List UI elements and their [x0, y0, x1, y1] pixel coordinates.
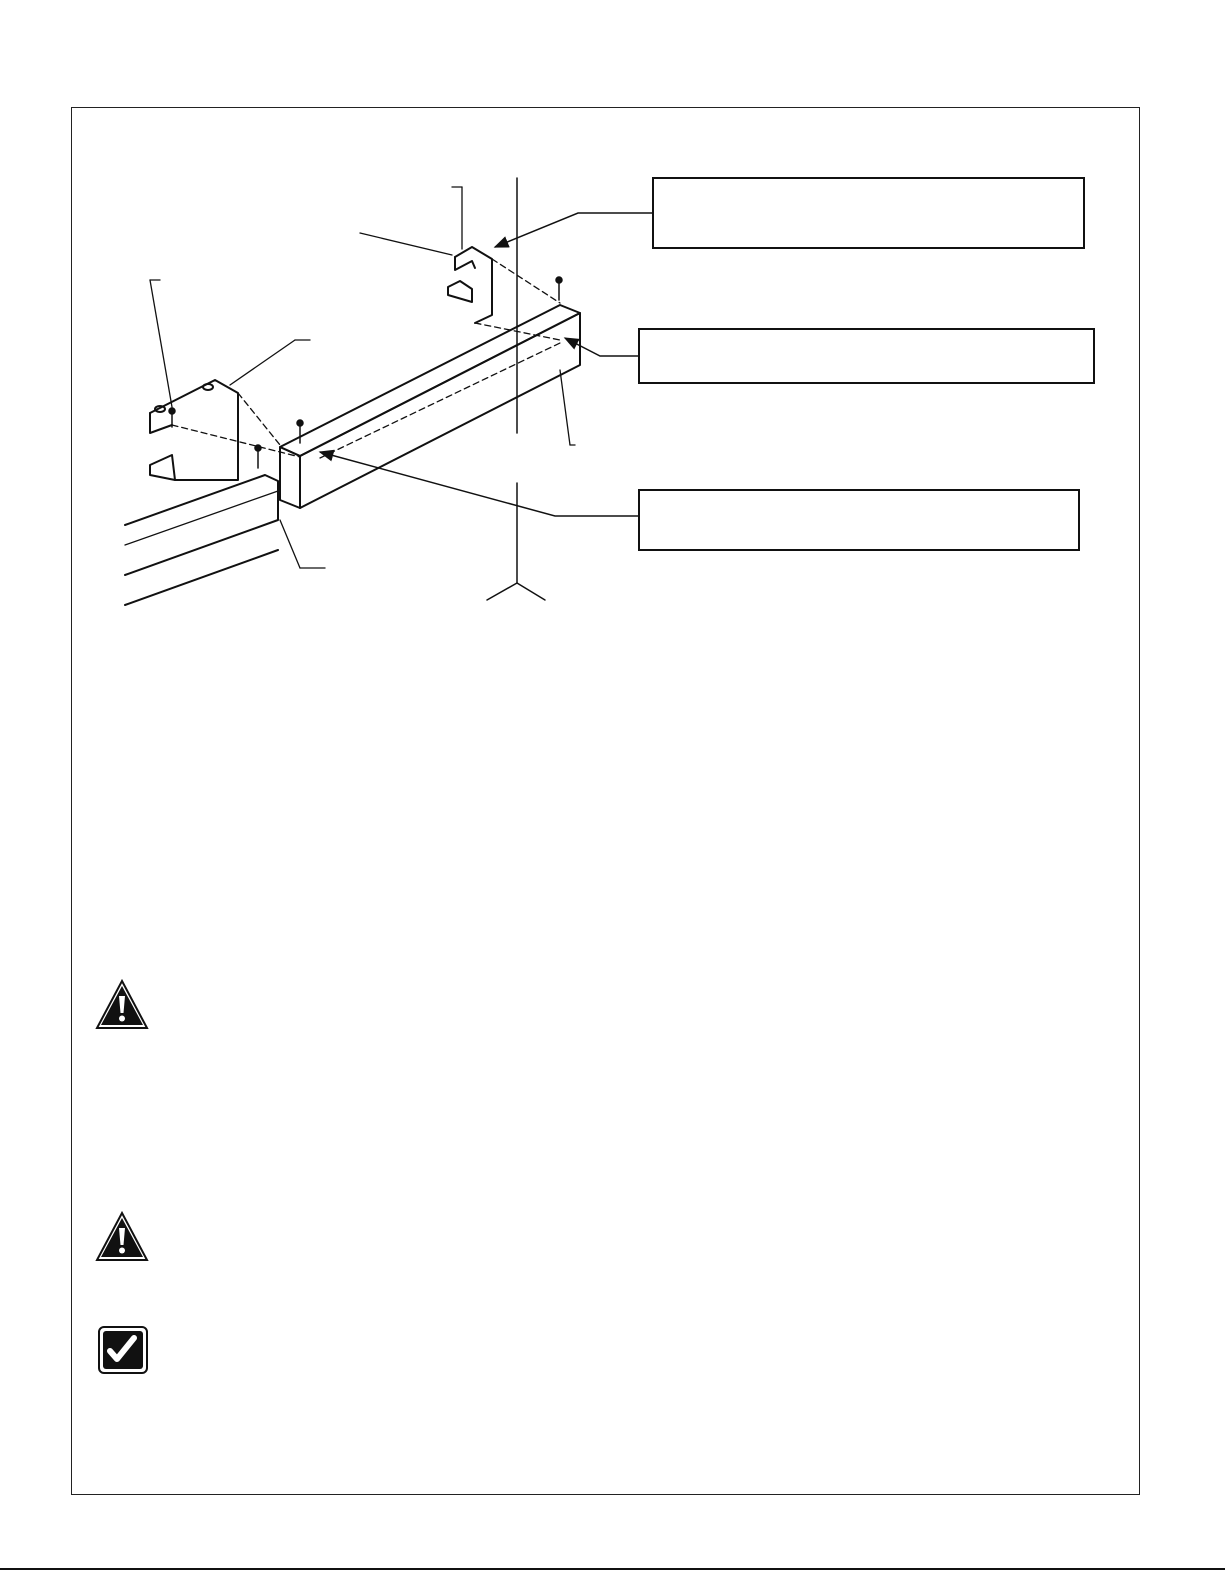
callout-box-top: [652, 177, 1085, 249]
callout-box-bottom: [638, 489, 1080, 551]
warning-triangle-icon: [95, 1211, 149, 1263]
footer-rule: [0, 1568, 1225, 1570]
warning-triangle-icon: [95, 979, 149, 1031]
callout-box-middle: [638, 328, 1095, 384]
assembly-illustration: [120, 175, 590, 615]
checkmark-box-icon: [97, 1325, 149, 1375]
